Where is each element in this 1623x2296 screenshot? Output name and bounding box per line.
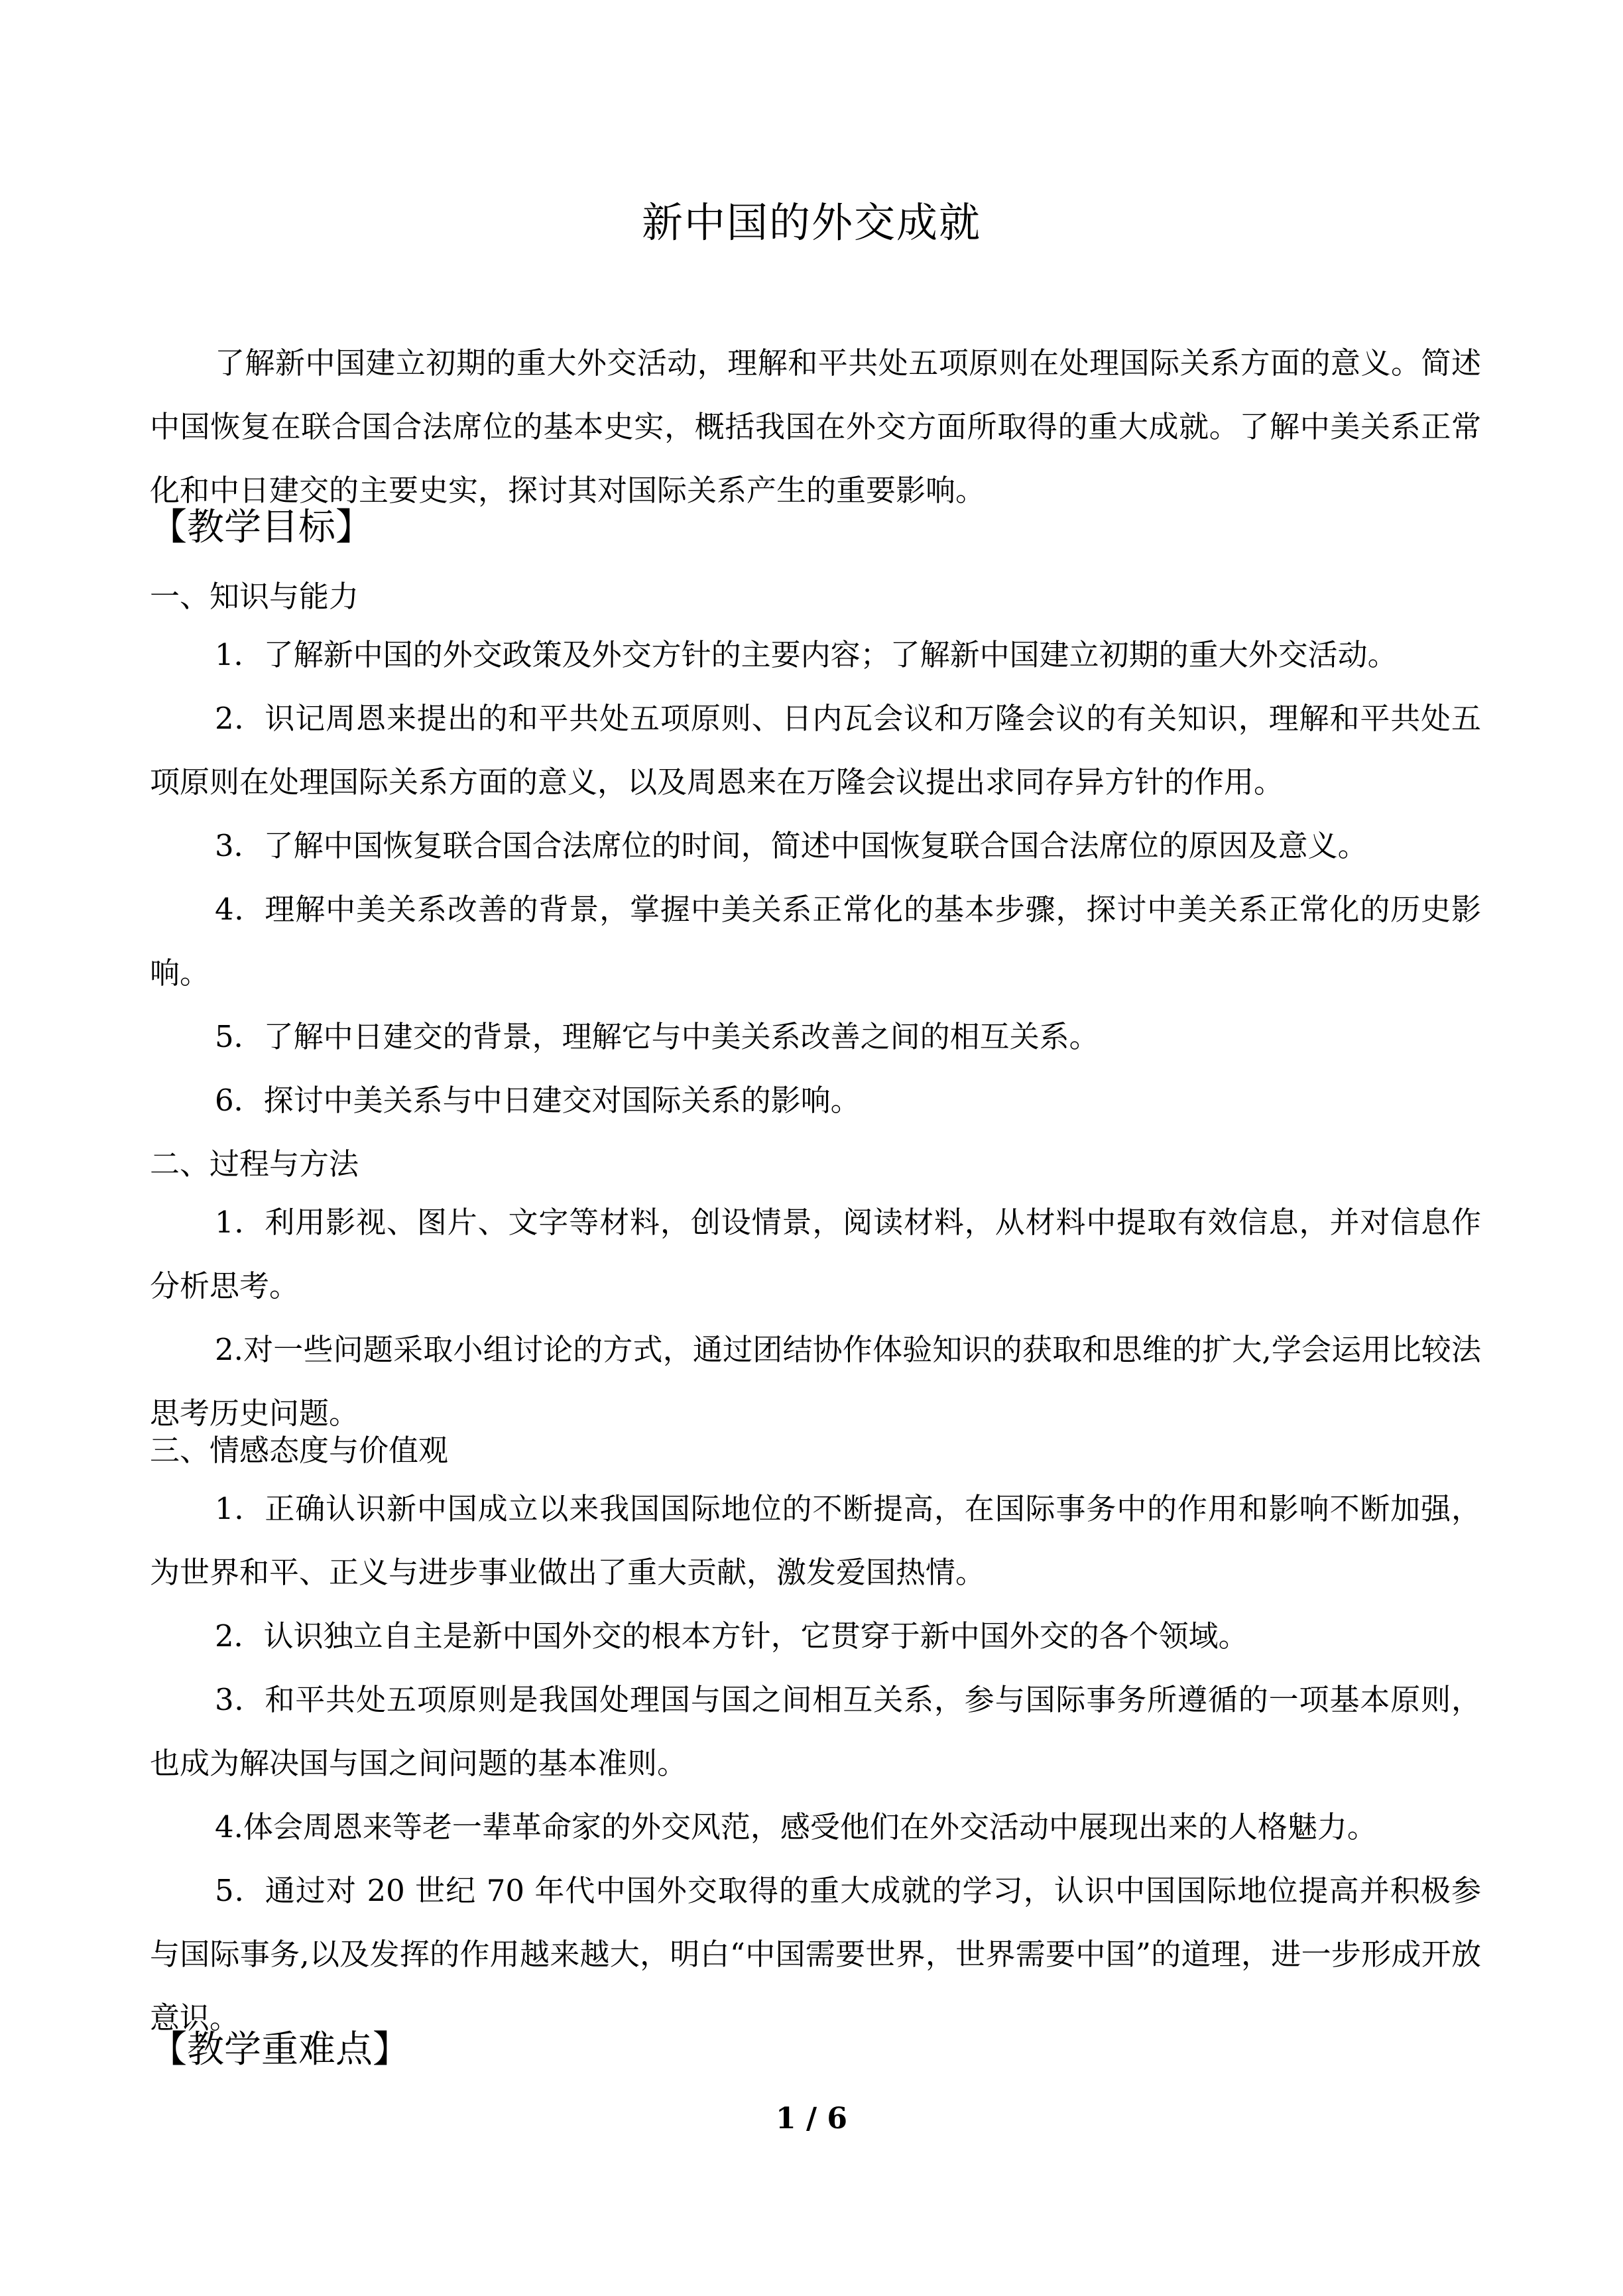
emotion-heading: 三、情感态度与价值观 [150,1433,449,1468]
page-number: 1 / 6 [776,2102,847,2136]
knowledge-item-2: 2．识记周恩来提出的和平共处五项原则、日内瓦会议和万隆会议的有关知识，理解和平共处五项原则在处理国际关系方面的意义，以及周恩来在万隆会议提出求同存异方针的作用。 [150,701,1481,800]
intro-paragraph: 了解新中国建立初期的重大外交活动，理解和平共处五项原则在处理国际关系方面的意义。简述中国恢复在联合国合法席位的基本史实，概括我国在外交方面所取得的重大成就。了解中美关系正常化和中日建交的主要史实，探讨其对国际关系产生的重要影响。 [150,345,1481,508]
emotion-item-3: 3．和平共处五项原则是我国处理国与国之间相互关系，参与国际事务所遵循的一项基本原则，也成为解决国与国之间问题的基本准则。 [150,1682,1481,1781]
knowledge-item-6: 6．探讨中美关系与中日建交对国际关系的影响。 [215,1083,861,1118]
emotion-item-5: 5．通过对 20 世纪 70 年代中国外交取得的重大成就的学习，认识中国国际地位提高并积极参与国际事务,以及发挥的作用越来越大，明白“中国需要世界，世界需要中国”的道理，进一步形成开放意识。 [150,1873,1481,2035]
process-item-1: 1．利用影视、图片、文字等材料，创设情景，阅读材料，从材料中提取有效信息，并对信息作分析思考。 [150,1205,1481,1303]
knowledge-heading: 一、知识与能力 [150,579,359,614]
knowledge-item-1: 1．了解新中国的外交政策及外交方针的主要内容；了解新中国建立初期的重大外交活动。 [215,637,1398,672]
process-item-2: 2.对一些问题采取小组讨论的方式，通过团结协作体验知识的获取和思维的扩大,学会运用比较法思考历史问题。 [150,1332,1481,1431]
page-title: 新中国的外交成就 [641,198,981,247]
emotion-item-1: 1．正确认识新中国成立以来我国国际地位的不断提高，在国际事务中的作用和影响不断加强，为世界和平、正义与进步事业做出了重大贡献，激发爱国热情。 [150,1491,1481,1590]
process-heading: 二、过程与方法 [150,1146,359,1181]
emotion-item-4: 4.体会周恩来等老一辈革命家的外交风范，感受他们在外交活动中展现出来的人格魅力。 [215,1809,1377,1844]
knowledge-item-4: 4．理解中美关系改善的背景，掌握中美关系正常化的基本步骤，探讨中美关系正常化的历史影响。 [150,892,1481,991]
knowledge-item-3: 3．了解中国恢复联合国合法席位的时间，简述中国恢复联合国合法席位的原因及意义。 [215,828,1368,863]
difficulty-heading: 【教学重难点】 [150,2028,410,2071]
emotion-item-2: 2．认识独立自主是新中国外交的根本方针，它贯穿于新中国外交的各个领域。 [215,1618,1248,1654]
goals-heading: 【教学目标】 [150,506,373,549]
knowledge-item-5: 5．了解中日建交的背景，理解它与中美关系改善之间的相互关系。 [215,1019,1099,1054]
